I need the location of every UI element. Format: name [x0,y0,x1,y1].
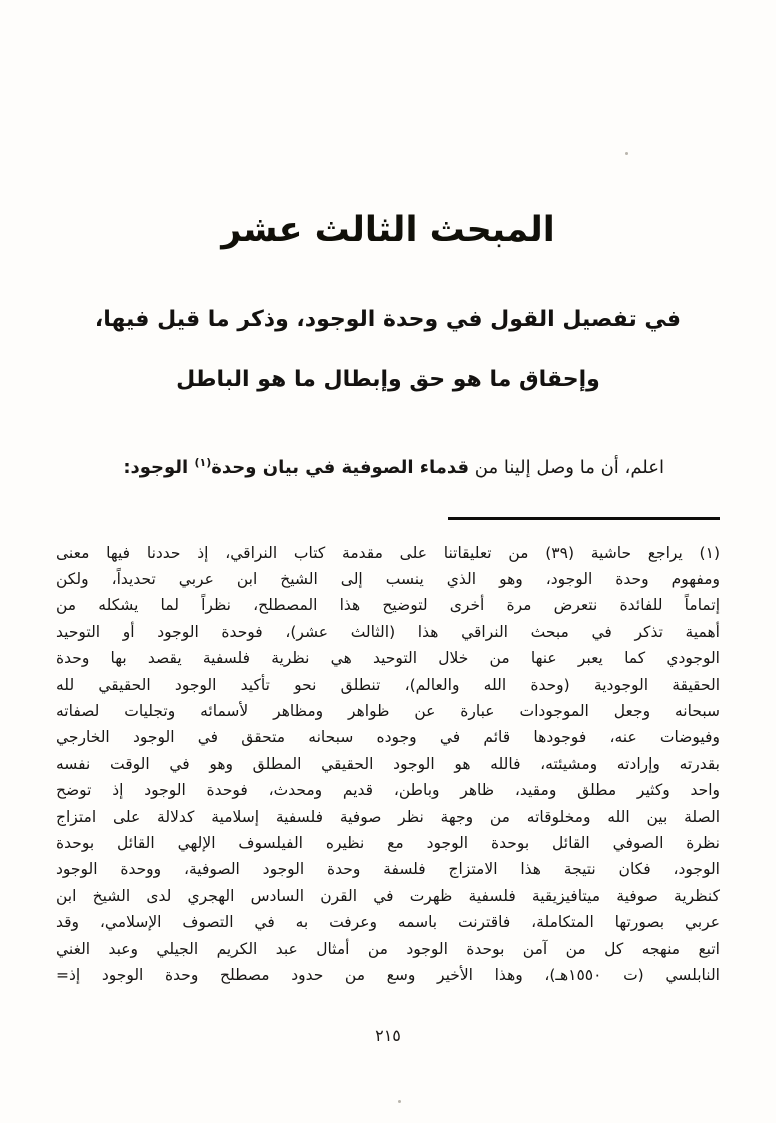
footnote-line: كنظرية صوفية ميتافيزيقية فلسفية ظهرت في القرن السادس الهجري لدى الشيخ ابن [56,886,720,905]
footnote-line: سبحانه وجعل الموجودات عبارة عن ظواهر ومظاهر لأسمائه وتجليات لصفاته [56,701,720,720]
footnote-text [56,540,720,989]
footnote-line: الصلة بين الله ومخلوقاته من وجهة نظر صوفية فلسفية إسلامية كدلالة على امتزاج [56,807,720,826]
footnote-line: إتماماً للفائدة نتعرض مرة أخرى لتوضيح هذا المصطلح، نظراً لما يشكله من [56,596,720,615]
footnote-line: بقدرته وإرادته ومشيئته، فالله هو الوجود الحقيقي المطلق وهو في الوقت نفسه [56,754,720,773]
footnote-separator-rule [448,517,720,520]
footnote-line: النابلسي (ت ١٥٥٠هـ)، وهذا الأخير وسع من حدود مصطلح وحدة الوجود إذ= [56,966,720,984]
scan-speck [625,152,628,155]
body-text-emphasis: قدماء الصوفية في بيان وحدة [211,456,470,478]
chapter-subtitle [56,290,720,410]
footnote-line: الوجودي كما يعبر عنها من خلال التوحيد هي نظرية فلسفية يقصد بها وحدة [56,649,720,668]
page-number: ٢١٥ [375,1026,401,1045]
body-paragraph [56,454,720,483]
footnote-line: واحد وكثير مطلق ومقيد، ظاهر وباطن، قديم ومحدث، فوحدة الوجود إذ توضح [56,781,720,800]
footnote-reference-marker: (١) [194,455,212,469]
body-text-lead: اعلم، أن ما وصل إلينا من [469,456,664,478]
footnote-line: اتبع منهجه كل من آمن بوحدة الوجود من أمثال عبد الكريم الجيلي وعبد الغني [56,939,720,958]
footnote-line: وفيوضات عنه، فوجودها قائم في وجوده سبحانه متحقق في الوجود الخارجي [56,728,720,747]
body-text-tail: الوجود: [123,456,195,478]
footnote-line: عربي بصورتها المتكاملة، فاقترنت باسمه وعرفت به في التصوف الإسلامي، وقد [56,913,720,932]
scan-speck [398,1100,401,1103]
footnote-line: أهمية تذكر في مبحث النراقي هذا (الثالث عشر)، فوحدة الوجود أو التوحيد [56,622,720,641]
footnote-line: (١) يراجع حاشية (٣٩) من تعليقاتنا على مقدمة كتاب النراقي، إذ حددنا فيها معنى [56,543,720,562]
footnote-line: الوجود، فكان نتيجة هذا الامتزاج فلسفة وحدة الوجود الصوفية، ووحدة الوجود [56,860,720,879]
footnote-line: نظرة الصوفي القائل بوحدة الوجود مع نظيره الفيلسوف الإلهي القائل بوحدة [56,833,720,852]
footnote-block [56,540,720,989]
subtitle-line-2: وإحقاق ما هو حق وإبطال ما هو الباطل [176,366,600,392]
subtitle-line-1: في تفصيل القول في وحدة الوجود، وذكر ما قيل فيها، [94,306,682,332]
chapter-title: المبحث الثالث عشر [221,210,555,250]
footnote-line: الحقيقة الوجودية (وحدة الله والعالم)، تنطلق نحو تأكيد الوجود الحقيقي لله [56,675,720,694]
footnote-line: ومفهوم وحدة الوجود، وهو الذي ينسب إلى الشيخ ابن عربي تحديداً، ولكن [56,569,720,588]
